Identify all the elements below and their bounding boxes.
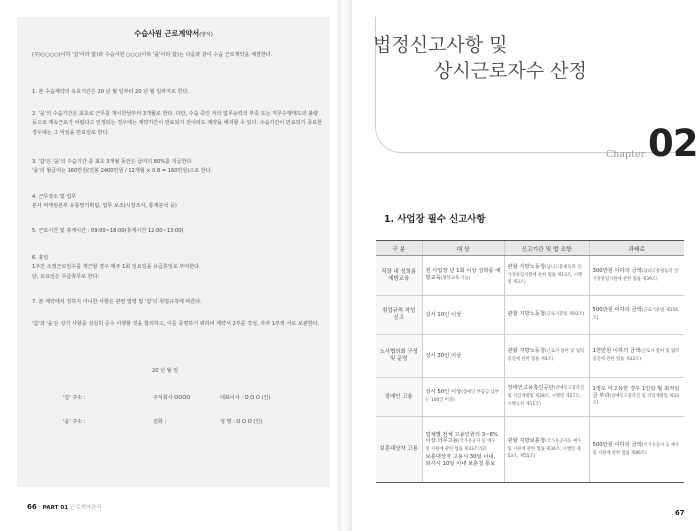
contract-form-box xyxy=(17,17,330,487)
target-text: 업체별 전체 고용인원의 3~8% 이상 의무고용 xyxy=(425,431,498,445)
party-b-address-label: '을' 주소 : xyxy=(63,419,86,425)
target-note: (국가유공자 등 예우 및 지원에 관한 법률 제33조의2) xyxy=(425,439,496,453)
contract-title-suffix: (양식) xyxy=(199,32,213,38)
chapter-label: Chapter xyxy=(606,149,646,160)
header-penalty: 과태료 xyxy=(589,241,684,256)
row-category: 장애인 고용 xyxy=(376,378,422,417)
row-agency xyxy=(504,256,589,296)
agency-note: (장애인고용촉진 및 직업재활법 제28조, 시행령 제27조, 시행규칙 제11조) xyxy=(507,386,585,407)
penalty-text: 300만원 이하의 금액 xyxy=(592,267,642,274)
row-category: 취업규칙 작성 신고 xyxy=(376,296,422,335)
left-page-number: 66 xyxy=(27,503,37,511)
row-category: 노사협의회 구성 및 운영 xyxy=(376,335,422,378)
left-page-footer xyxy=(27,503,101,511)
section-title: 1. 사업장 필수 신고사항 xyxy=(384,214,486,225)
row-target xyxy=(422,296,504,335)
header-category: 구 분 xyxy=(376,241,422,256)
row-target xyxy=(422,417,504,483)
party-a-representative: 대표이사 : O O O (인) xyxy=(220,395,271,401)
row-penalty xyxy=(589,417,684,483)
row-target xyxy=(422,378,504,417)
contract-date-line: 20 년 월 일 xyxy=(152,368,179,374)
penalty-note: (장애인고용촉진 및 직업재활법 제33조) xyxy=(592,393,679,407)
agency-text: 관할 지방노동청 xyxy=(507,263,546,270)
party-b-phone-label: 전화 : xyxy=(153,419,167,425)
contract-title xyxy=(17,29,330,39)
row-agency xyxy=(504,417,589,483)
table-header-row xyxy=(376,241,684,256)
header-target: 대 상 xyxy=(422,241,504,256)
penalty-note: (남녀고용평등과 일·가정양립지원에 관한 법률 제39조) xyxy=(592,268,680,282)
contract-clause-2: 2. '을'의 수습기간은 최초로 근무를 개시한날부터 3개월로 한다. 다만, 수습 중인 자의 업무능력의 부족 또는 직무수행태도의 불량 등으로 계속근로가 어렵다고 인정되는 경우에는 계약기간이 만료되기 전이라도 계약을 해지할 수 있다. 수습기간이 만료되기 종료한 경우에는 그 익일을 만료일로 한다. xyxy=(32,111,323,136)
row-penalty xyxy=(589,378,684,417)
footer-part: PART 01 xyxy=(42,505,69,511)
row-agency xyxy=(504,296,589,335)
penalty-note: (국가유공자 등 예우 및 지원에 관한 법률 제86조) xyxy=(592,442,680,456)
penalty-text: 500만원 이하의 금액 xyxy=(592,441,642,448)
row-target xyxy=(422,335,504,378)
target-note: (장애인 부담금 납부는 100인 이상) xyxy=(425,390,499,403)
contract-agreement: '갑'과 '을'은 상기 사항을 성실히 준수 이행할 것을 합의하고, 이를 증명하기 위하여 계약서 2부를 작성, 각자 1부씩 서로 보관한다. xyxy=(32,321,320,327)
table-row xyxy=(376,296,684,335)
chapter-heading-line-1: 법정신고사항 및 xyxy=(373,34,508,56)
target-text: 전 사업장 년 1회 이상 성희롱 예방교육 xyxy=(425,268,501,281)
contract-clause-4: 4. 근무장소 및 업무 본사 마케팅본부 유통망기획팀, 업무 보조(시장조사, 통계분석 등) xyxy=(32,194,177,210)
table-row xyxy=(376,256,684,296)
agency-text: 관할 지방보훈청 xyxy=(507,437,546,444)
target-text: 상시 50인 이상 xyxy=(425,389,462,396)
footer-section: 근로계약관리 xyxy=(70,505,102,511)
agency-text: 관할 지방노동청 xyxy=(507,348,546,355)
chapter-number: 02 xyxy=(648,122,698,165)
penalty-text: 1명도 미고용한 경우 1인당 월 최저임금 부과 xyxy=(592,385,680,399)
agency-text: 관할 지방노동청 xyxy=(507,311,546,318)
target-text: 상시 10인 이상 xyxy=(425,311,462,318)
contract-preamble: (주)○○○○(이하 '갑'이라 함)과 수습사원 ○○○(이하 '을'이라 함)는 다음과 같이 수습 근로계약을 체결한다. xyxy=(32,52,273,58)
right-page-number: 67 xyxy=(675,509,685,517)
party-a-address-label: '갑' 주소 : xyxy=(63,395,86,401)
contract-clause-7: 7. 본 계약에서 정하지 아니한 사항은 관련 법령 및 '갑'의 취업규칙에 따른다. xyxy=(32,299,202,305)
row-penalty xyxy=(589,256,684,296)
table-row xyxy=(376,417,684,483)
row-agency xyxy=(504,335,589,378)
target-extra: 보훈대상자 고용시 30일 이내, 퇴사시 10일 이내 보훈청 통보 xyxy=(425,453,496,467)
penalty-text: 1천만원 이하의 금액 xyxy=(592,348,641,355)
header-agency: 신고기관 및 법 조항 xyxy=(504,241,589,256)
penalty-text: 500만원 이하의 금액 xyxy=(592,307,642,314)
contract-clause-5: 5. 근로시간 및 휴게시간 : 09:00~18:00(휴게시간 12:00~13:00) xyxy=(32,228,184,234)
party-a-company: 주식회사 OOOO xyxy=(153,395,191,401)
contract-clause-6: 6. 휴일 1주간 소정근로일수를 개근할 경우 매주 1회 일요일을 유급휴일로 부여한다. 단, 토요일은 무급휴무로 한다. xyxy=(32,255,201,280)
party-b-name: 성 명 : O O O (인) xyxy=(220,419,263,425)
row-category: 보훈대상자 고용 xyxy=(376,417,422,483)
agency-note: (남녀고용평등과 일·가정양립지원에 관한 법률 제13조, 시행령 제3조) xyxy=(507,264,583,286)
page-gutter xyxy=(338,0,352,531)
row-penalty xyxy=(589,296,684,335)
row-penalty xyxy=(589,335,684,378)
contract-clause-1: 1. 본 수습계약의 유효기간은 20 년 월 일부터 20 년 월 일까지로 한다. xyxy=(32,89,189,95)
agency-note: (근로기준법 제93조) xyxy=(545,312,585,318)
penalty-note: (근로기준법 제116조) xyxy=(592,308,678,321)
row-category: 직장 내 성희롱 예방교육 xyxy=(376,256,422,296)
target-text: 상시 30인 이상 xyxy=(425,352,462,359)
agency-text: 장애인고용촉진공단 xyxy=(507,385,554,392)
chapter-heading-line-2: 상시근로자수 산정 xyxy=(434,60,587,82)
contract-title-text: 수습사원 근로계약서 xyxy=(134,29,200,38)
agency-note: (근로자 참여 및 협력증진에 관한 법률 제4조) xyxy=(507,349,584,362)
table-row xyxy=(376,378,684,417)
footer-separator: · xyxy=(38,504,41,511)
table-row xyxy=(376,335,684,378)
penalty-note: (근로자 참여 및 협력증진에 관한 법률 제32조) xyxy=(592,349,680,362)
report-requirements-table xyxy=(376,240,684,483)
contract-clause-3: 3. '갑'은 '을'의 수습기간 중 최초 3개월 동안은 급여의 80%를 지급한다. '을'의 월급여는 160만원(연봉 2400만원 / 12개월 × 0.8 = 160만원)으로 한다. xyxy=(32,159,213,175)
target-note: (위탁교육 가능) xyxy=(440,276,471,281)
row-agency xyxy=(504,378,589,417)
agency-note: (국가유공자등 예우 및 지원에 관한 법률 제34조, 시행령 제53조, 제55조) xyxy=(507,438,582,460)
row-target xyxy=(422,256,504,296)
